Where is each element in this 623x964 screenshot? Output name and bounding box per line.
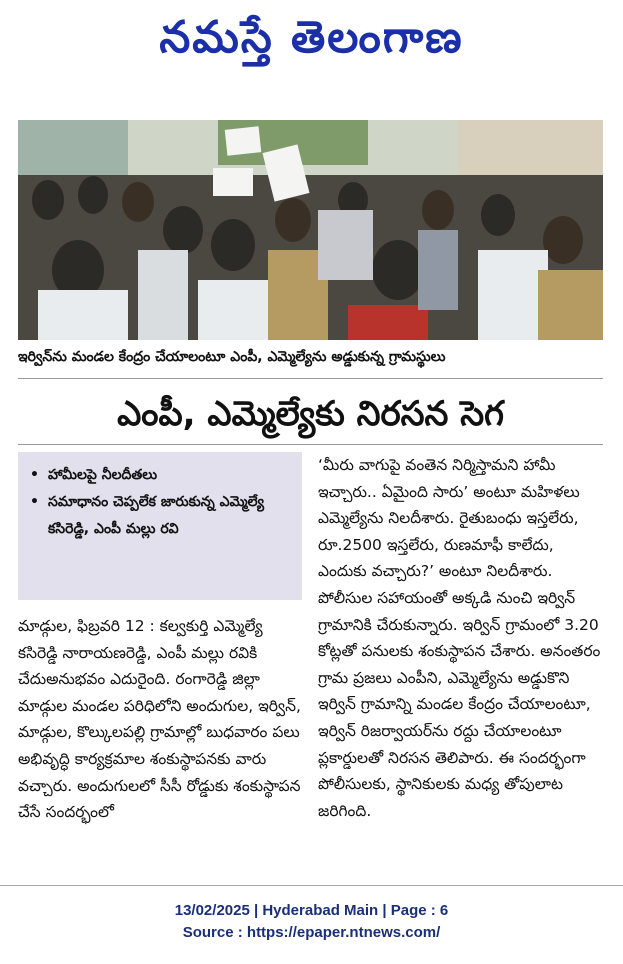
footer-date-edition: 13/02/2025 | Hyderabad Main | Page : 6 [174, 902, 449, 919]
caption-divider [18, 378, 603, 379]
footer-source: Source : https://epaper.ntnews.com/ [182, 924, 441, 941]
photo-caption: ఇర్విన్‌ను మండల కేంద్రం చేయాలంటూ ఎంపీ, ఎమ్మెల్యేను అడ్డుకున్న గ్రామస్థులు [18, 349, 446, 365]
article-body-left-column [18, 613, 302, 868]
headline-divider [18, 444, 603, 445]
bullet-icon: • [30, 494, 39, 510]
masthead-logo: నమస్తే తెలంగాణ [159, 12, 464, 63]
footer-divider [0, 885, 623, 886]
highlights-box [18, 452, 302, 600]
protest-crowd-illustration [18, 120, 603, 340]
bullet-icon: • [30, 467, 39, 483]
highlight-item [30, 489, 290, 543]
article-paragraph: మాడ్గుల, ఫిబ్రవరి 12 : కల్వకుర్తి ఎమ్మెల్యే కసిరెడ్డి నారాయణరెడ్డి, ఎంపీ మల్లు రవికి చేదుఅనుభవం ఎదురైంది. రంగారెడ్డి జిల్లా మాడ్గుల మండల పరిధిలోని అందుగుల, ఇర్విన్, మాడ్గుల, కొల్కులపల్లి గ్రామాల్లో బుధవారం పలు అభివృద్ధి కార్యక్రమాల శంకుస్థాపనకు వారు వచ్చారు. అందుగులలో సీసీ రోడ్డుకు శంకుస్థాపన చేసే సందర్భంలో [18, 617, 301, 822]
news-photo [18, 120, 603, 340]
highlight-item [30, 462, 290, 489]
highlight-text: సమాధానం చెప్పలేక జారుకున్న ఎమ్మెల్యే కసిరెడ్డి, ఎంపీ మల్లు రవి [48, 494, 265, 537]
highlight-text: హామీలపై నీలదీతలు [48, 467, 158, 483]
article-paragraph: ‘మీరు వాగుపై వంతెన నిర్మిస్తామని హామీ ఇచ్చారు.. ఏమైంది సారు’ అంటూ మహిళలు ఎమ్మెల్యేను నిలదీశారు. రైతుబంధు ఇస్తలేరు, రూ.2500 ఇస్తలేరు, రుణమాఫీ కాలేదు, ఎందుకు వచ్చారు?’ అంటూ నిలదీశారు. పోలీసుల సహాయంతో అక్కడి నుంచి ఇర్విన్ గ్రామానికి చేరుకున్నారు. ఇర్విన్ గ్రామంలో 3.20 కోట్లతో పనులకు శంకుస్థాపన చేశారు. అనంతరం గ్రామ ప్రజలు ఎంపీని, ఎమ్మెల్యేను అడ్డుకొని ఇర్విన్ గ్రామాన్ని మండల కేంద్రం చేయాలంటూ, ఇర్విన్ రిజర్వాయర్‌ను రద్దు చేయాలంటూ ప్లకార్డులతో నిరసన తెలిపారు. ఈ సందర్భంగా పోలీసులకు, స్థానికులకు మధ్య తోపులాట జరిగింది. [318, 456, 601, 820]
article-body-right-column [318, 452, 605, 867]
article-headline: ఎంపీ, ఎమ్మెల్యేకు నిరసన సెగ [117, 394, 504, 434]
